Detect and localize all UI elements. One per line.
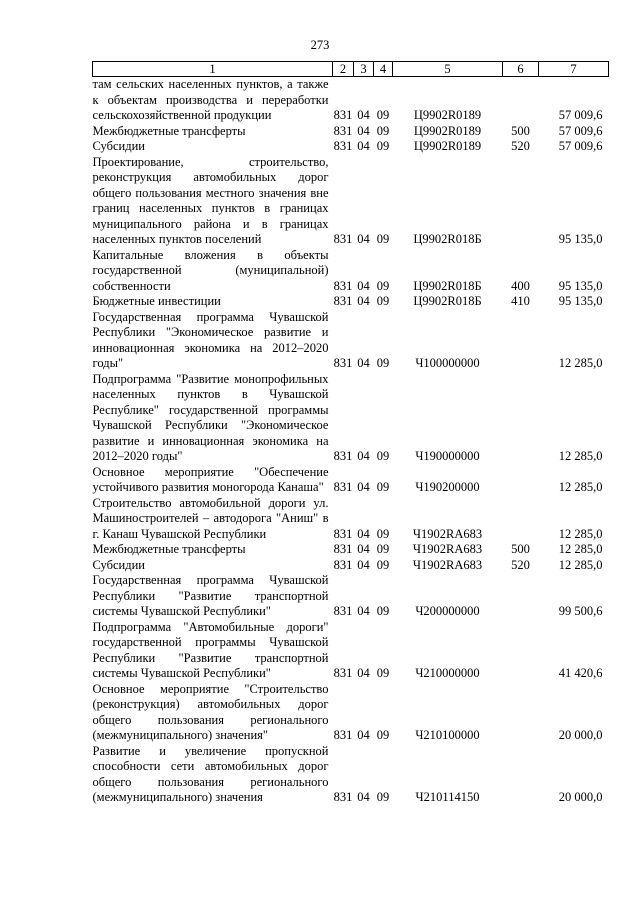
row-vr-cell: 520 [511, 557, 530, 572]
row-rz-cell: 04 [357, 294, 370, 308]
row-gr-cell: 831 [333, 728, 353, 742]
table-row [93, 542, 609, 558]
row-rz-cell: 04 [357, 790, 370, 804]
row-name-cell: Межбюджетные трансферты [92, 542, 246, 556]
row-rz-cell: 04 [357, 356, 370, 370]
row-sum-cell: 95 135,0 [558, 278, 603, 293]
row-name-cell: там сельских населенных пунктов, а также к объектам производства и переработки сельскохозяйственной продукции [92, 77, 329, 122]
row-pr-cell: 09 [376, 139, 390, 153]
row-vr-cell: 500 [511, 123, 530, 138]
row-vr-cell [503, 496, 539, 543]
row-name-cell: Субсидии [92, 557, 145, 572]
row-gr-cell: 831 [333, 790, 353, 804]
row-csr-cell: Ц9902R018Б [413, 232, 482, 246]
row-name-cell: Субсидии [92, 139, 145, 153]
column-header: 2 [333, 62, 354, 77]
row-sum-cell: 12 285,0 [558, 557, 603, 572]
table-row [93, 155, 609, 248]
row-name-cell: Основное мероприятие "Строительство (реконструкция) автомобильных дорог общего пользования регионального (межмуниципального) значения" [92, 681, 329, 742]
row-vr-cell: 410 [511, 294, 530, 308]
row-gr-cell: 831 [333, 108, 353, 122]
row-rz-cell: 04 [357, 108, 370, 122]
row-sum-cell: 57 009,6 [558, 123, 603, 138]
row-gr-cell: 831 [333, 526, 353, 541]
row-name-cell: Государственная программа Чувашской Республики "Экономическое развитие и инновационная экономика на 2012–2020 годы" [92, 309, 329, 370]
row-rz-cell: 04 [357, 604, 370, 618]
row-name-cell: Подпрограмма "Развитие монопрофильных населенных пунктов в Чувашской Республике" государственной программы Чувашской Республики "Экономическое развитие и инновационная экономика на 2012–2020 годы" [92, 371, 329, 463]
row-gr-cell: 831 [333, 542, 353, 556]
row-pr-cell: 09 [376, 278, 390, 293]
row-rz-cell: 04 [357, 526, 370, 541]
row-sum-cell: 12 285,0 [558, 356, 603, 370]
row-vr-cell: 400 [511, 278, 530, 293]
row-name-cell: Развитие и увеличение пропускной способности сети автомобильных дорог общего пользования регионального (межмуниципального) значения [92, 743, 329, 804]
table-row [93, 620, 609, 682]
budget-table [92, 61, 609, 806]
row-name-cell: Бюджетные инвестиции [92, 294, 221, 308]
row-gr-cell: 831 [333, 666, 353, 680]
row-pr-cell: 09 [376, 666, 390, 680]
row-csr-cell: Ц9902R018Б [413, 278, 482, 293]
row-csr-cell: Ч1902RA683 [412, 526, 483, 541]
row-name-cell: Подпрограмма "Автомобильные дороги" государственной программы Чувашской Республики "Развитие транспортной системы Чувашской Республики" [92, 619, 329, 680]
row-pr-cell: 09 [376, 232, 390, 246]
row-sum-cell: 12 285,0 [558, 480, 603, 494]
column-header: 3 [354, 62, 374, 77]
row-gr-cell: 831 [333, 232, 353, 246]
row-pr-cell: 09 [376, 294, 390, 308]
row-csr-cell: Ч210100000 [415, 728, 480, 742]
row-vr-cell [503, 620, 539, 682]
row-vr-cell [503, 310, 539, 372]
row-rz-cell: 04 [357, 666, 370, 680]
row-csr-cell: Ч190000000 [415, 449, 480, 463]
row-name-cell: Проектирование, строительство, реконструкция автомобильных дорог общего пользования местного значения вне границ населенных пунктов в границах муниципального района и в границах населенных пунктов поселений [92, 154, 329, 246]
row-pr-cell: 09 [376, 108, 390, 122]
row-sum-cell: 95 135,0 [558, 294, 603, 308]
row-csr-cell: Ц9902R018Б [413, 294, 482, 308]
row-sum-cell: 57 009,6 [558, 139, 603, 153]
table-row [93, 573, 609, 620]
row-csr-cell: Ц9902R0189 [413, 123, 482, 138]
row-rz-cell: 04 [357, 557, 370, 572]
row-pr-cell: 09 [376, 356, 390, 370]
table-row [93, 372, 609, 465]
row-rz-cell: 04 [357, 139, 370, 153]
row-sum-cell: 12 285,0 [558, 449, 603, 463]
table-row [93, 294, 609, 310]
table-row [93, 496, 609, 543]
row-rz-cell: 04 [357, 278, 370, 293]
row-sum-cell: 20 000,0 [558, 790, 603, 804]
row-pr-cell: 09 [376, 557, 390, 572]
table-row [93, 744, 609, 806]
column-header: 5 [393, 62, 503, 77]
row-sum-cell: 95 135,0 [558, 232, 603, 246]
column-header: 1 [93, 62, 333, 77]
row-rz-cell: 04 [357, 728, 370, 742]
row-sum-cell: 57 009,6 [558, 108, 603, 122]
table-header [93, 62, 609, 77]
row-sum-cell: 20 000,0 [558, 728, 603, 742]
table-row [93, 77, 609, 124]
row-pr-cell: 09 [376, 449, 390, 463]
row-gr-cell: 831 [333, 604, 353, 618]
row-vr-cell: 520 [511, 139, 530, 153]
row-csr-cell: Ч210114150 [415, 790, 480, 804]
row-gr-cell: 831 [333, 480, 353, 494]
row-csr-cell: Ч190200000 [415, 480, 480, 494]
table-row [93, 124, 609, 140]
row-vr-cell [503, 465, 539, 496]
table-row [93, 682, 609, 744]
row-vr-cell: 500 [511, 542, 530, 556]
row-pr-cell: 09 [376, 790, 390, 804]
row-rz-cell: 04 [357, 449, 370, 463]
row-pr-cell: 09 [376, 604, 390, 618]
row-rz-cell: 04 [357, 232, 370, 246]
row-csr-cell: Ц9902R0189 [413, 139, 482, 153]
row-sum-cell: 12 285,0 [558, 526, 603, 541]
row-sum-cell: 99 500,6 [558, 604, 603, 618]
row-rz-cell: 04 [357, 542, 370, 556]
row-csr-cell: Ц9902R0189 [413, 108, 482, 122]
row-csr-cell: Ч100000000 [415, 356, 480, 370]
row-gr-cell: 831 [333, 557, 353, 572]
row-pr-cell: 09 [376, 728, 390, 742]
row-vr-cell [503, 372, 539, 465]
row-vr-cell [503, 77, 539, 124]
row-csr-cell: Ч210000000 [415, 666, 480, 680]
row-gr-cell: 831 [333, 139, 353, 153]
column-header: 6 [503, 62, 539, 77]
row-gr-cell: 831 [333, 449, 353, 463]
row-rz-cell: 04 [357, 123, 370, 138]
row-vr-cell [503, 573, 539, 620]
table-row [93, 139, 609, 155]
table-row [93, 558, 609, 574]
row-vr-cell [503, 155, 539, 248]
column-header: 4 [374, 62, 393, 77]
column-header: 7 [539, 62, 609, 77]
table-row [93, 248, 609, 295]
row-csr-cell: Ч1902RA683 [412, 557, 483, 572]
row-gr-cell: 831 [333, 278, 353, 293]
row-name-cell: Капитальные вложения в объекты государственной (муниципальной) собственности [92, 247, 329, 293]
row-gr-cell: 831 [333, 294, 353, 308]
row-sum-cell: 12 285,0 [558, 542, 603, 556]
row-name-cell: Строительство автомобильной дороги ул. Машиностроителей – автодорога "Аниш" в г. Канаш Чувашской Республики [92, 495, 329, 541]
page-number: 273 [310, 38, 330, 52]
table-row [93, 465, 609, 496]
row-name-cell: Государственная программа Чувашской Республики "Развитие транспортной системы Чувашской Республики" [92, 573, 329, 618]
row-pr-cell: 09 [376, 542, 390, 556]
row-csr-cell: Ч1902RA683 [412, 542, 483, 556]
row-gr-cell: 831 [333, 356, 353, 370]
row-name-cell: Основное мероприятие "Обеспечение устойчивого развития моногорода Канаша" [92, 464, 329, 494]
row-rz-cell: 04 [357, 480, 370, 494]
row-gr-cell: 831 [333, 123, 353, 138]
table-row [93, 310, 609, 372]
row-pr-cell: 09 [376, 480, 390, 494]
row-pr-cell: 09 [376, 526, 390, 541]
row-pr-cell: 09 [376, 123, 390, 138]
row-csr-cell: Ч200000000 [415, 604, 480, 618]
row-vr-cell [503, 682, 539, 744]
table-body [93, 77, 609, 806]
row-sum-cell: 41 420,6 [558, 666, 603, 680]
row-name-cell: Межбюджетные трансферты [92, 123, 246, 138]
row-vr-cell [503, 744, 539, 806]
